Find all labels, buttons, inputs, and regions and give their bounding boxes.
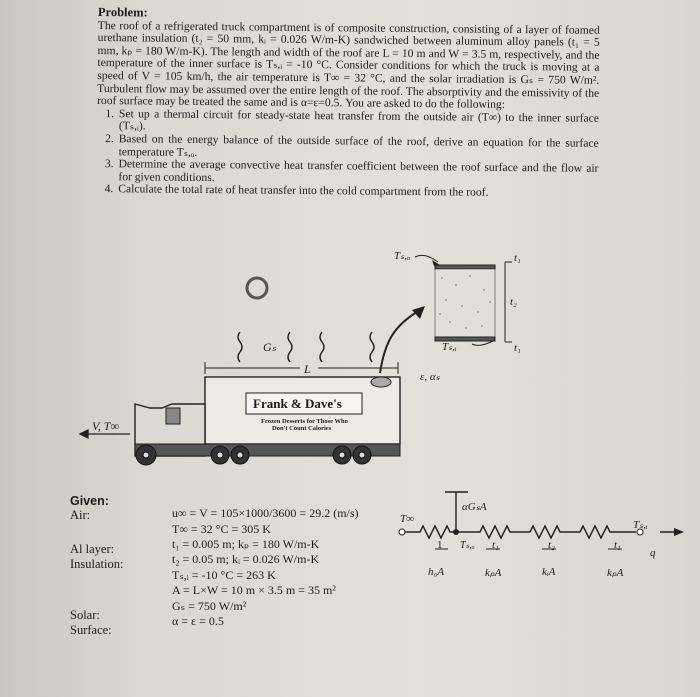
given-label-surface: Surface: [70,623,112,637]
label-length: L [304,362,311,376]
truck-name: Frank & Dave's [253,396,342,411]
given-label-air: Air: [70,508,91,522]
given-label-insulation: Insulation: [70,557,124,571]
solar-rays [238,332,374,362]
given-value: t₁ = 0.005 m; kₚ = 180 W/m-K [172,537,320,551]
roof-section [415,255,512,345]
truck-slogan-line1: Frozen Desserts for Those Who [261,418,348,425]
problem-intro: The roof of a refrigerated truck compartment is of composite construction, consisting of a layer of foamed urethane insulation (t₂ = 50 mm, kᵢ = 0.026 W/m-K) sandwiched between aluminum alloy panels (t₁ = 5 mm, kₚ = 180 W/m-K). The length and width of the roof are L = 10 m and W = 3.5 m, respectively, and the temperature of the inner surface is Tₛ,ᵢ = -10 °C. Consider conditions for which the truck is moving at a speed of V = 105 km/h, the air temperature is T∞ = 32 °C, and the solar irradiation is Gₛ = 750 W/m². Turbulent flow may be assumed over the entire length of the roof. The absorptivity and the emissivity of the roof surface may be treated the same and is α=ε=0.5. You are asked to do the following: [97,18,600,112]
circuit-q: q [650,547,656,559]
circuit-t-inf: T∞ [400,513,414,525]
truck-figure [0,240,700,490]
label-tso-top: Tₛ,ₒ [394,250,411,262]
ring-mark [247,278,267,298]
task-item: 1. Set up a thermal circuit for steady-state heat transfer from the outside air (T∞) to the inner surface (Tₛ,ᵢ). [117,108,599,138]
given-value: u∞ = V = 105×1000/3600 = 29.2 (m/s) [172,506,359,520]
r2-num: t₁ [492,539,499,551]
r4-den: kₚA [607,567,624,579]
task-list [96,108,599,201]
length-dimension [205,362,398,374]
given-value: Tₛ,ᵢ = -10 °C = 263 K [172,568,276,582]
problem-title: Problem: [97,5,148,20]
label-gs: Gₛ [263,340,277,354]
label-t1-bottom: t₁ [514,342,521,354]
r1-den: h₀A [428,566,445,578]
given-value: A = L×W = 10 m × 3.5 m = 35 m² [172,583,336,597]
detail-arrow-head [412,306,425,319]
given-heading: Given: [70,494,109,508]
label-tsi-fig: Tₛ,ᵢ [442,341,457,353]
given-value: α = ε = 0.5 [172,614,224,628]
r4-num: t₁ [614,539,621,551]
label-velocity: V, T∞ [92,419,120,433]
given-value: Gₛ = 750 W/m² [172,599,247,613]
task-item: 2. Based on the energy balance of the outside surface of the roof, derive an equation for the surface temperature Tₛ,ₒ. [117,133,599,163]
label-emissivity: ε, αₛ [420,371,440,383]
circuit-t-so: Tₛ,ₒ [460,540,475,551]
given-label-al: Al layer: [70,542,115,556]
given-label-solar: Solar: [70,608,100,622]
detail-arrow [380,310,420,373]
r2-den: kₚA [485,567,502,579]
truck-slogan-line2: Don't Count Calories [272,425,332,432]
given-value: t₂ = 0.05 m; kᵢ = 0.026 W/m-K [172,552,320,566]
r3-den: kᵢA [542,566,556,578]
circuit-t-si: Tₛ,ᵢ [633,519,648,531]
r1-num: 1 [437,539,443,551]
circuit-alpha-gs-a: αGₛA [462,501,487,513]
task-item: 4. Calculate the total rate of heat transfer into the cold compartment from the roof. [116,183,598,200]
cab-window [166,408,180,424]
r3-num: t₂ [548,539,555,551]
label-t1-top: t₁ [514,252,521,264]
roof-detail-marker [371,377,391,387]
problem-statement [96,6,600,201]
given-value: T∞ = 32 °C = 305 K [172,522,271,536]
label-t2: t₂ [510,296,517,308]
task-item: 3. Determine the average convective heat transfer coefficient between the roof surface and the flow air for given conditions. [116,158,598,188]
